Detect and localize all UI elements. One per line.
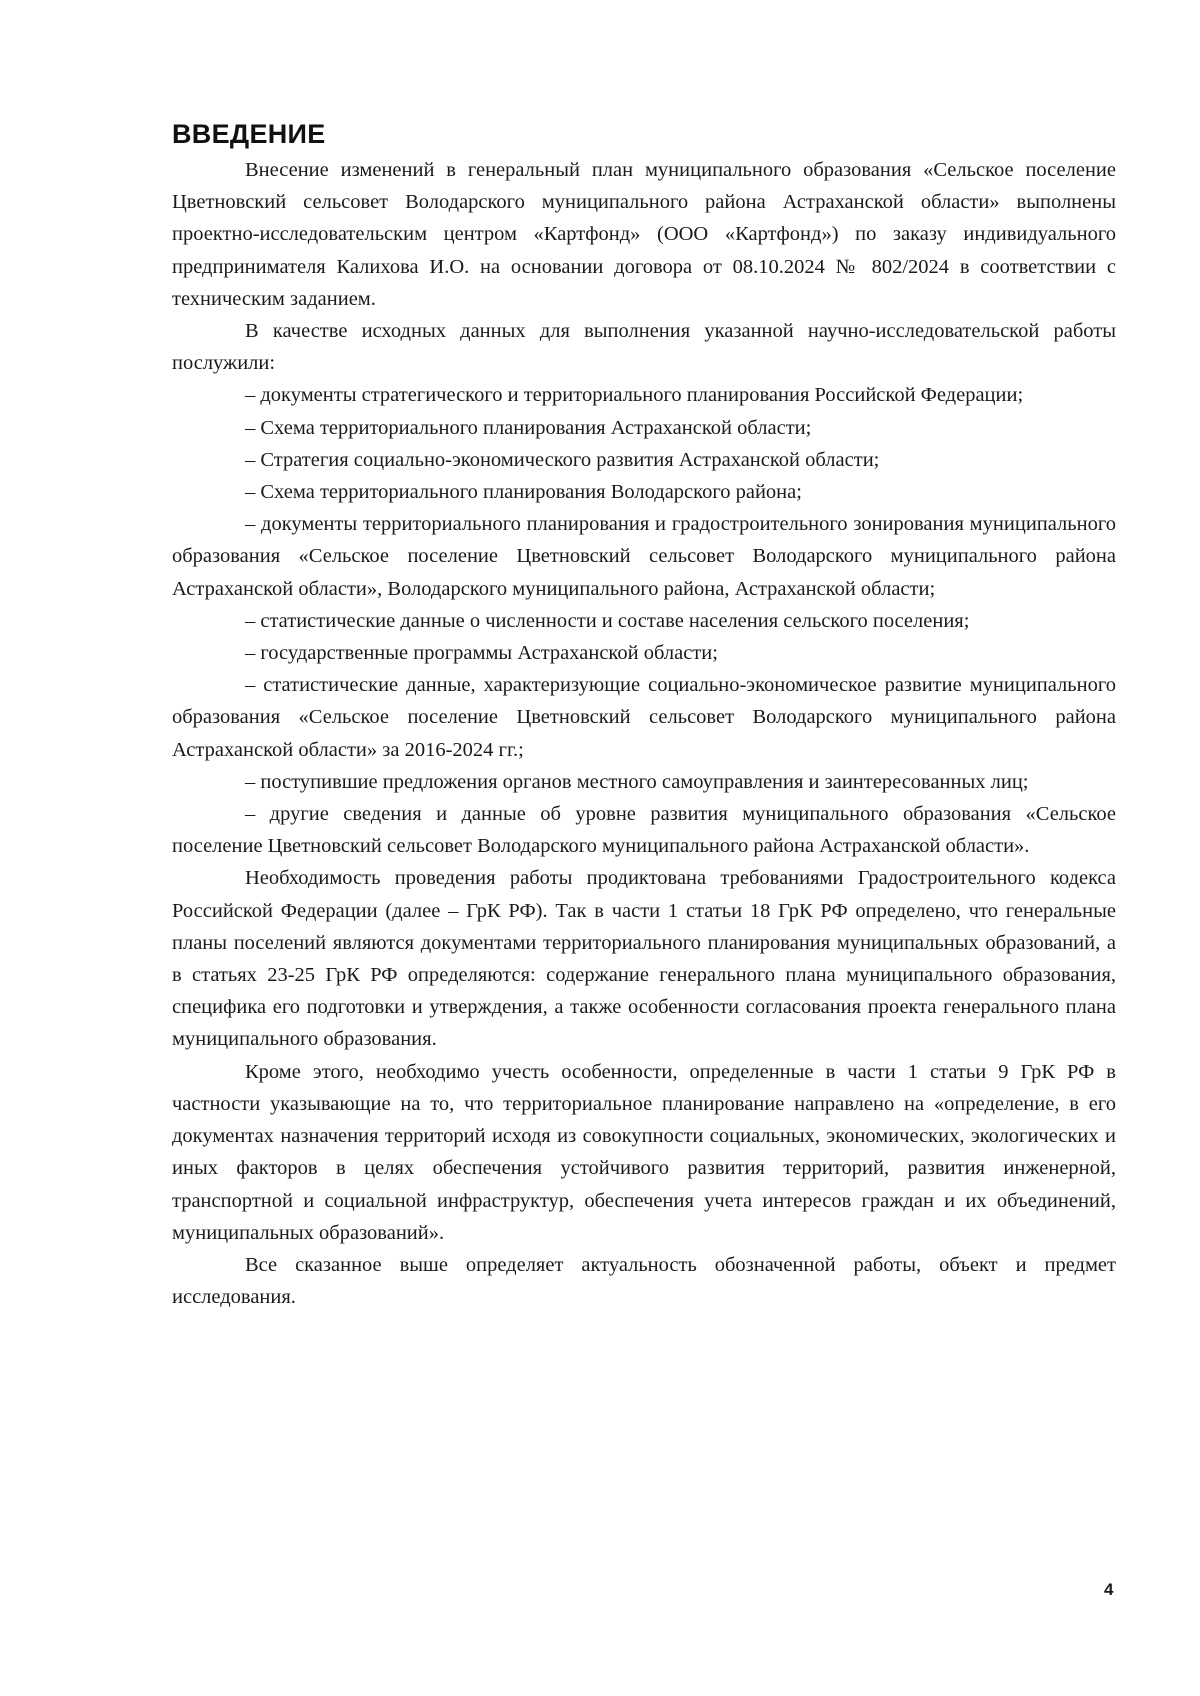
intro-paragraph: Внесение изменений в генеральный план муниципального образования «Сельское поселение Цветновский сельсовет Володарского муниципального района Астраханской области» выполнены проектно-исследовательским центром «Картфонд» (ООО «Картфонд») по заказу индивидуального предпринимателя Калихова И.О. на основании договора от 08.10.2024 № 802/2024 в соответствии с техническим заданием. (172, 159, 1116, 310)
list-item: – статистические данные, характеризующие социально-экономическое развитие муниципального образования «Сельское поселение Цветновский сельсовет Володарского муниципального района Астраханской области» за 2016-2024 гг.; (172, 674, 1116, 761)
source-data-paragraph: В качестве исходных данных для выполнения указанной научно-исследовательской работы послужили: (172, 320, 1116, 375)
list-item: – Схема территориального планирования Астраханской области; (245, 416, 812, 439)
list-item: – поступившие предложения органов местного самоуправления и заинтересованных лиц; (245, 770, 1029, 793)
conclusion-paragraph: Все сказанное выше определяет актуальность обозначенной работы, объект и предмет исследования. (172, 1253, 1116, 1309)
list-item: – Стратегия социально-экономического развития Астраханской области; (245, 448, 880, 471)
list-item: – Схема территориального планирования Володарского района; (245, 481, 802, 504)
list-item: – документы стратегического и территориального планирования Российской Федерации; (245, 384, 1024, 407)
page-number: 4 (1104, 1580, 1114, 1599)
section-heading: ВВЕДЕНИЕ (172, 119, 326, 149)
list-item: – документы территориального планирования и градостроительного зонирования муниципального образования «Сельское поселение Цветновский сельсовет Володарского муниципального района Астраханской области», Володарского муниципального района, Астраханской области; (172, 513, 1116, 600)
features-paragraph: Кроме этого, необходимо учесть особенности, определенные в части 1 статьи 9 ГрК РФ в частности указывающие на то, что территориальное планирование направлено на «определение, в его документах назначения территорий исходя из совокупности социальных, экономических, экологических и иных факторов в целях обеспечения устойчивого развития территорий, развития инженерной, транспортной и социальной инфраструктур, обеспечения учета интересов граждан и их объединений, муниципальных образований». (172, 1060, 1116, 1244)
necessity-paragraph: Необходимость проведения работы продиктована требованиями Градостроительного кодекса Российской Федерации (далее – ГрК РФ). Так в части 1 статьи 18 ГрК РФ определено, что генеральные планы поселений являются документами территориального планирования муниципальных образований, а в статьях 23-25 ГрК РФ определяются: содержание генерального плана муниципального образования, специфика его подготовки и утверждения, а также особенности согласования проекта генерального плана муниципального образования. (172, 867, 1116, 1051)
list-item: – статистические данные о численности и составе населения сельского поселения; (245, 609, 970, 632)
page-content (172, 116, 1116, 1313)
list-item: – другие сведения и данные об уровне развития муниципального образования «Сельское поселение Цветновский сельсовет Володарского муниципального района Астраханской области». (172, 803, 1116, 858)
list-item: – государственные программы Астраханской области; (245, 642, 718, 665)
